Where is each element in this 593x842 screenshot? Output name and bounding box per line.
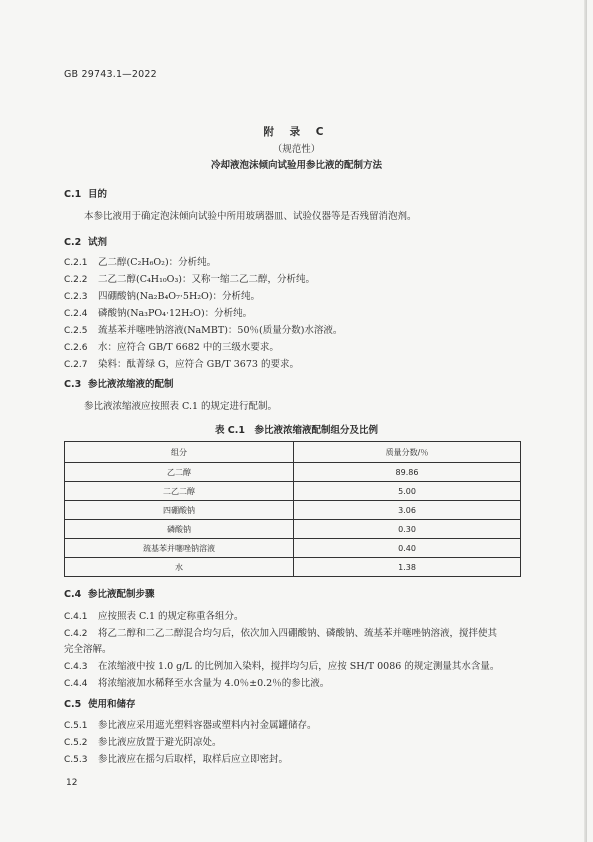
clause-text: 参比液应放置于避光阴凉处。 xyxy=(98,737,222,748)
component-cell: 水 xyxy=(65,558,294,577)
clause-c4-2 xyxy=(64,625,497,639)
standard-number: GB 29743.1—2022 xyxy=(64,69,157,80)
clause-number: C.4.4 xyxy=(64,679,88,689)
table-header-row xyxy=(65,442,521,463)
section-title: 目的 xyxy=(88,189,108,200)
header-mass-fraction: 质量分数/％ xyxy=(294,442,521,463)
section-number: C.3 xyxy=(64,379,82,390)
composition-table xyxy=(64,441,521,577)
clause-number: C.2.6 xyxy=(64,343,88,353)
clause-number: C.4.2 xyxy=(64,629,88,639)
component-cell: 二乙二醇 xyxy=(65,482,294,501)
page-number: 12 xyxy=(66,778,78,788)
clause-number: C.2.5 xyxy=(64,326,88,336)
table-row xyxy=(65,501,521,520)
value-cell: 89.86 xyxy=(294,463,521,482)
clause-text: 染料：酞菁绿 G，应符合 GB/T 3673 的要求。 xyxy=(98,359,299,370)
clause-number: C.5.3 xyxy=(64,755,88,765)
clause-number: C.5.2 xyxy=(64,738,88,748)
section-number: C.5 xyxy=(64,699,82,710)
clause-c2-3 xyxy=(64,288,260,302)
clause-c5-3 xyxy=(64,751,288,765)
header-component: 组分 xyxy=(65,442,294,463)
clause-c4-1 xyxy=(64,608,244,622)
clause-number: C.4.3 xyxy=(64,662,88,672)
clause-text: 参比液应采用遮光塑料容器或塑料内衬金属罐储存。 xyxy=(98,720,317,731)
clause-number: C.4.1 xyxy=(64,612,88,622)
section-title: 参比液浓缩液的配制 xyxy=(88,379,174,390)
annex-type: （规范性） xyxy=(272,144,321,155)
section-heading-c4 xyxy=(64,586,155,600)
component-cell: 乙二醇 xyxy=(65,463,294,482)
section-text-c3: 参比液浓缩液应按照表 C.1 的规定进行配制。 xyxy=(84,401,278,412)
clause-c5-2 xyxy=(64,734,222,748)
section-title: 使用和储存 xyxy=(88,699,136,710)
clause-c4-4 xyxy=(64,675,329,689)
value-cell: 5.00 xyxy=(294,482,521,501)
table-row xyxy=(65,539,521,558)
clause-number: C.2.1 xyxy=(64,258,88,268)
table-row xyxy=(65,558,521,577)
component-cell: 巯基苯并噻唑钠溶液 xyxy=(65,539,294,558)
clause-c4-2-continued: 完全溶解。 xyxy=(64,644,112,655)
clause-c5-1 xyxy=(64,717,317,731)
component-cell: 磷酸钠 xyxy=(65,520,294,539)
clause-text: 应按照表 C.1 的规定称重各组分。 xyxy=(98,611,244,622)
table-row xyxy=(65,520,521,539)
annex-name: 冷却液泡沫倾向试验用参比液的配制方法 xyxy=(210,160,382,171)
clause-number: C.5.1 xyxy=(64,721,88,731)
clause-number: C.2.7 xyxy=(64,360,88,370)
clause-c2-6 xyxy=(64,339,279,353)
section-number: C.1 xyxy=(64,189,82,200)
table-row xyxy=(65,463,521,482)
section-heading-c2 xyxy=(64,234,107,248)
annex-title: 附 录 C xyxy=(263,126,330,138)
section-title: 试剂 xyxy=(88,237,108,248)
clause-number: C.2.3 xyxy=(64,292,88,302)
value-cell: 0.40 xyxy=(294,539,521,558)
component-cell: 四硼酸钠 xyxy=(65,501,294,520)
clause-text: 二乙二醇(C₄H₁₀O₃)：又称一缩二乙二醇，分析纯。 xyxy=(98,274,315,285)
clause-text: 在浓缩液中按 1.0 g/L 的比例加入染料，搅拌均匀后，应按 SH/T 0086 的规定测量其水含量。 xyxy=(98,661,500,672)
section-text-c1: 本参比液用于确定泡沫倾向试验中所用玻璃器皿、试验仪器等是否残留消泡剂。 xyxy=(84,211,417,222)
clause-c2-2 xyxy=(64,271,315,285)
clause-text: 巯基苯并噻唑钠溶液(NaMBT)：50％(质量分数)水溶液。 xyxy=(98,325,343,336)
clause-text: 将乙二醇和二乙二醇混合均匀后，依次加入四硼酸钠、磷酸钠、巯基苯并噻唑钠溶液，搅拌使其 xyxy=(98,628,498,639)
section-heading-c3 xyxy=(64,376,174,390)
clause-c2-1 xyxy=(64,254,216,268)
section-number: C.4 xyxy=(64,589,82,600)
section-heading-c1 xyxy=(64,186,107,200)
clause-text: 乙二醇(C₂H₆O₂)：分析纯。 xyxy=(98,257,217,268)
clause-c4-3 xyxy=(64,658,499,672)
clause-c2-4 xyxy=(64,305,252,319)
clause-c2-7 xyxy=(64,356,299,370)
table-row xyxy=(65,482,521,501)
value-cell: 3.06 xyxy=(294,501,521,520)
value-cell: 1.38 xyxy=(294,558,521,577)
clause-text: 参比液应在摇匀后取样，取样后应立即密封。 xyxy=(98,754,289,765)
value-cell: 0.30 xyxy=(294,520,521,539)
clause-c2-5 xyxy=(64,322,342,336)
clause-text: 水：应符合 GB/T 6682 中的三级水要求。 xyxy=(98,342,279,353)
clause-number: C.2.2 xyxy=(64,275,88,285)
clause-text: 将浓缩液加水稀释至水含量为 4.0％±0.2％的参比液。 xyxy=(98,678,330,689)
clause-number: C.2.4 xyxy=(64,309,88,319)
section-number: C.2 xyxy=(64,237,82,248)
clause-text: 四硼酸钠(Na₂B₄O₇·5H₂O)：分析纯。 xyxy=(98,291,261,302)
section-title: 参比液配制步骤 xyxy=(88,589,155,600)
table-caption: 表 C.1 参比液浓缩液配制组分及比例 xyxy=(215,425,378,436)
section-heading-c5 xyxy=(64,696,136,710)
clause-text: 磷酸钠(Na₃PO₄·12H₂O)：分析纯。 xyxy=(98,308,253,319)
